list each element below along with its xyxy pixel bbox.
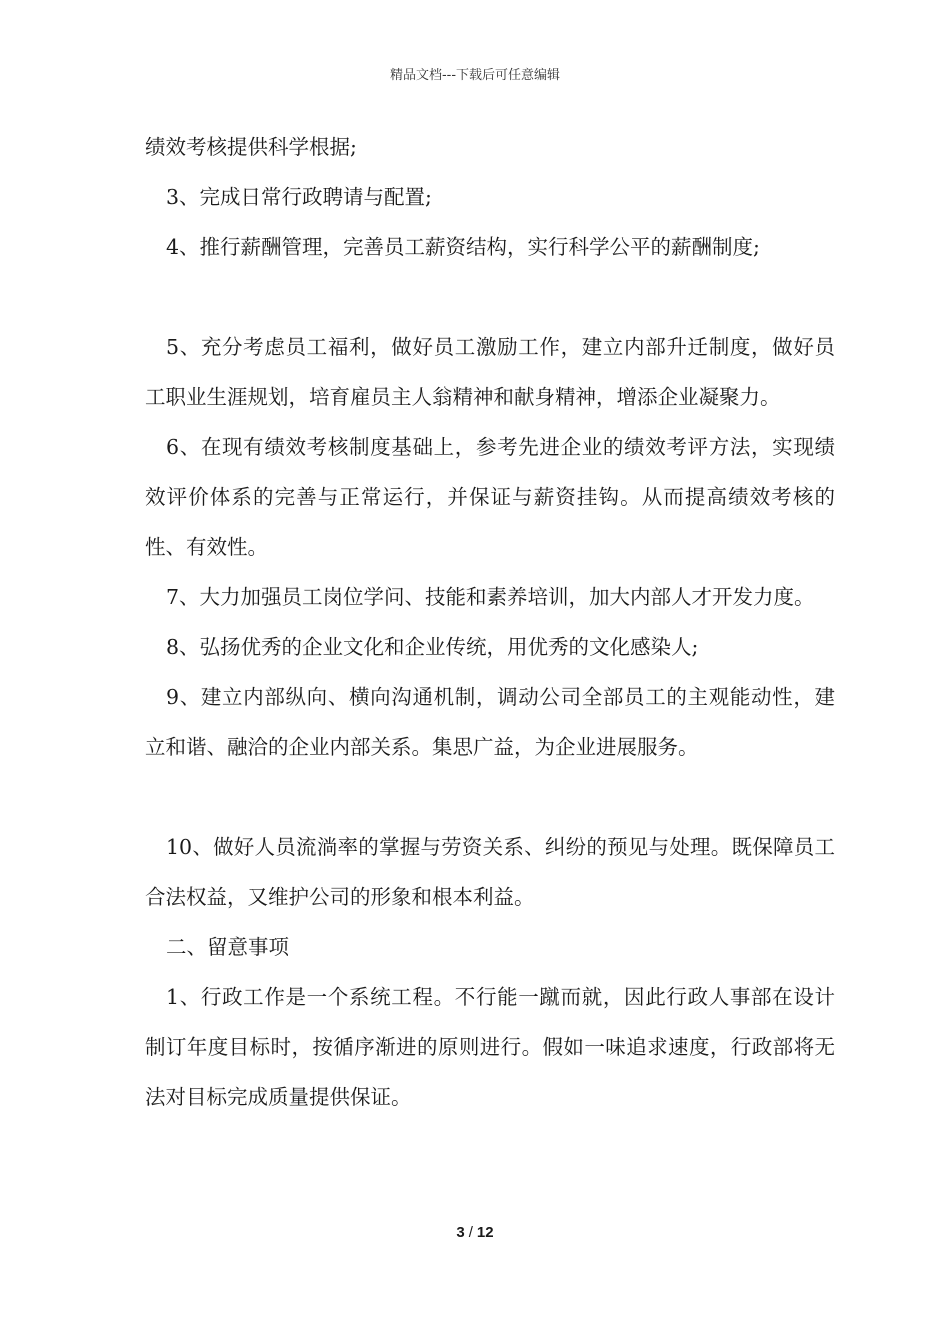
paragraph-item-6: 6、在现有绩效考核制度基础上，参考先进企业的绩效考评方法，实现绩效评价体系的完善与正常运行，并保证与薪资挂钩。从而提高绩效考核的性、有效性。 [145, 435, 835, 559]
page-number-separator: / [468, 1224, 473, 1241]
paragraph-continuation: 绩效考核提供科学根据; [145, 135, 357, 159]
paragraph-item-4: 4、推行薪酬管理，完善员工薪资结构，实行科学公平的薪酬制度; [166, 235, 760, 259]
paragraph-item-10: 10、做好人员流淌率的掌握与劳资关系、纠纷的预见与处理。既保障员工合法权益，又维护公司的形象和根本利益。 [145, 835, 835, 909]
page-number [0, 1224, 950, 1241]
paragraph-item-7: 7、大力加强员工岗位学问、技能和素养培训，加大内部人才开发力度。 [166, 585, 815, 609]
paragraph-notes-item-1: 1、行政工作是一个系统工程。不行能一蹴而就，因此行政人事部在设计制订年度目标时，按循序渐进的原则进行。假如一味追求速度，行政部将无法对目标完成质量提供保证。 [145, 985, 835, 1109]
paragraph-item-9: 9、建立内部纵向、横向沟通机制，调动公司全部员工的主观能动性，建立和谐、融洽的企业内部关系。集思广益，为企业进展服务。 [145, 685, 835, 759]
section-heading-notes: 二、留意事项 [166, 935, 289, 959]
paragraph-item-8: 8、弘扬优秀的企业文化和企业传统，用优秀的文化感染人; [166, 635, 699, 659]
page-header: 精品文档---下载后可任意编辑 [389, 68, 561, 83]
current-page-number: 3 [456, 1224, 465, 1241]
total-page-count: 12 [476, 1224, 494, 1241]
paragraph-item-3: 3、完成日常行政聘请与配置; [166, 185, 432, 209]
paragraph-item-5: 5、充分考虑员工福利，做好员工激励工作，建立内部升迁制度，做好员工职业生涯规划，培育雇员主人翁精神和献身精神，增添企业凝聚力。 [145, 335, 835, 409]
document-body [145, 122, 835, 1122]
